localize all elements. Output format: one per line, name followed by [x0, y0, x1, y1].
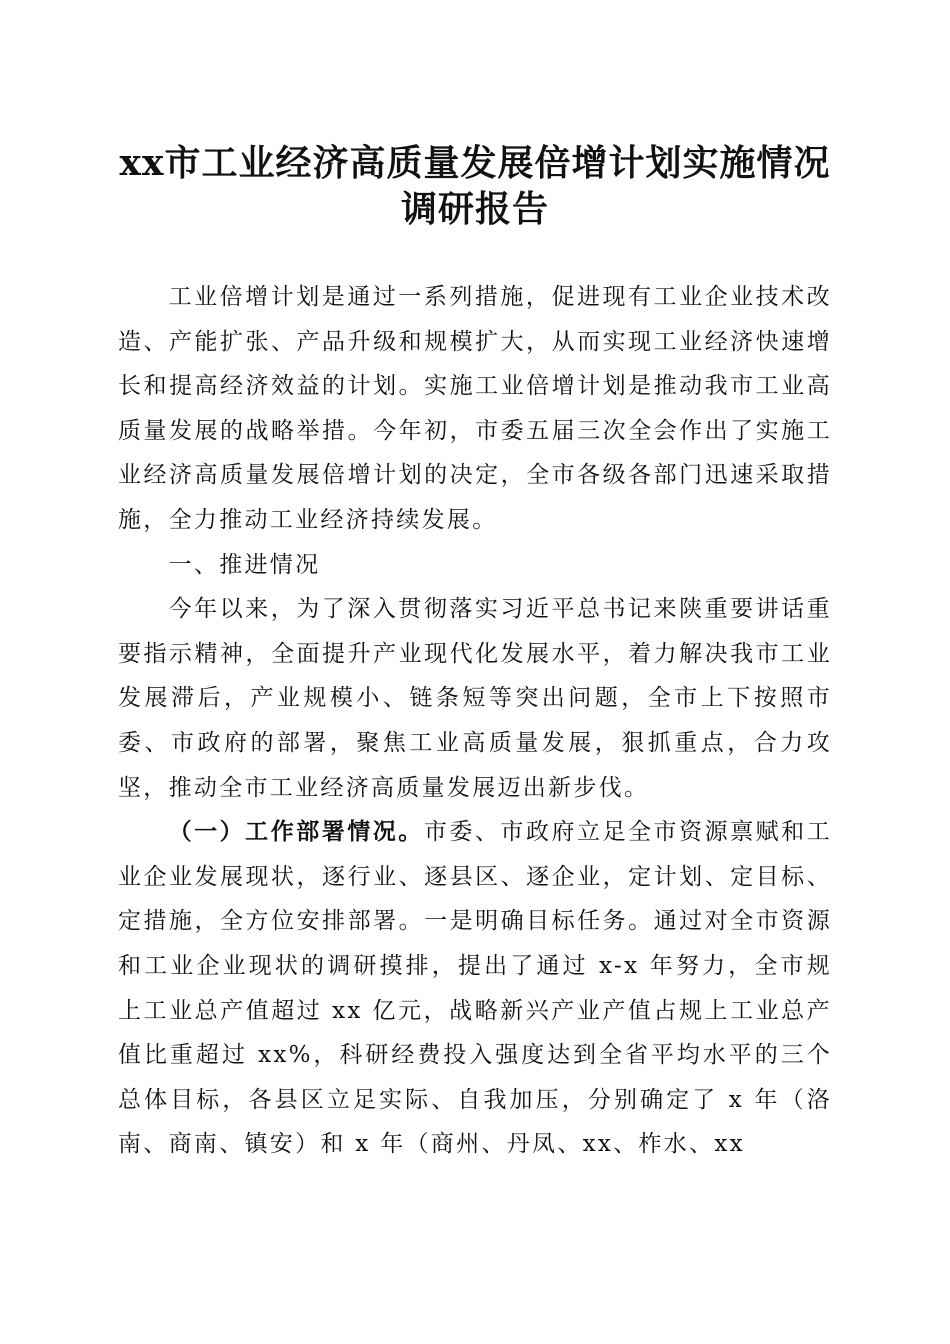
intro-paragraph: 工业倍增计划是通过一系列措施，促进现有工业企业技术改造、产能扩张、产品升级和规模扩大，从而实现工业经济快速增长和提高经济效益的计划。实施工业倍增计划是推动我市工业高质量发展的战略举措。今年初，市委五届三次全会作出了实施工业经济高质量发展倍增计划的决定，全市各级各部门迅速采取措施，全力推动工业经济持续发展。 [118, 284, 832, 533]
document-title-line-1: xx市工业经济高质量发展倍增计划实施情况 [119, 142, 831, 184]
section-paragraph: 今年以来，为了深入贯彻落实习近平总书记来陕重要讲话重要指示精神，全面提升产业现代化发展水平，着力解决我市工业发展滞后，产业规模小、链条短等突出问题，全市上下按照市委、市政府的部署，聚焦工业高质量发展，狠抓重点，合力攻坚，推动全市工业经济高质量发展迈出新步伐。 [118, 596, 832, 801]
subsection-paragraph [118, 810, 832, 1167]
document-title-line-2: 调研报告 [400, 188, 549, 230]
subsection-text: 市委、市政府立足全市资源禀赋和工业企业发展现状，逐行业、逐县区、逐企业，定计划、定目标、定措施，全方位安排部署。一是明确目标任务。通过对全市资源和工业企业现状的调研摸排，提出了通过 x-x 年努力，全市规上工业总产值超过 xx 亿元，战略新兴产业产值占规上工业总产值比重超过 xx%，科研经费投入强度达到全省平均水平的三个总体目标，各县区立足实际、自我加压，分别确定了 x 年（洛南、商南、镇安）和 x 年（商州、丹凤、xx、柞水、xx [118, 819, 832, 1158]
document-body [118, 275, 832, 1167]
section-heading-progress: 一、推进情况 [168, 551, 321, 578]
subsection-lead: （一）工作部署情况。 [168, 818, 424, 846]
